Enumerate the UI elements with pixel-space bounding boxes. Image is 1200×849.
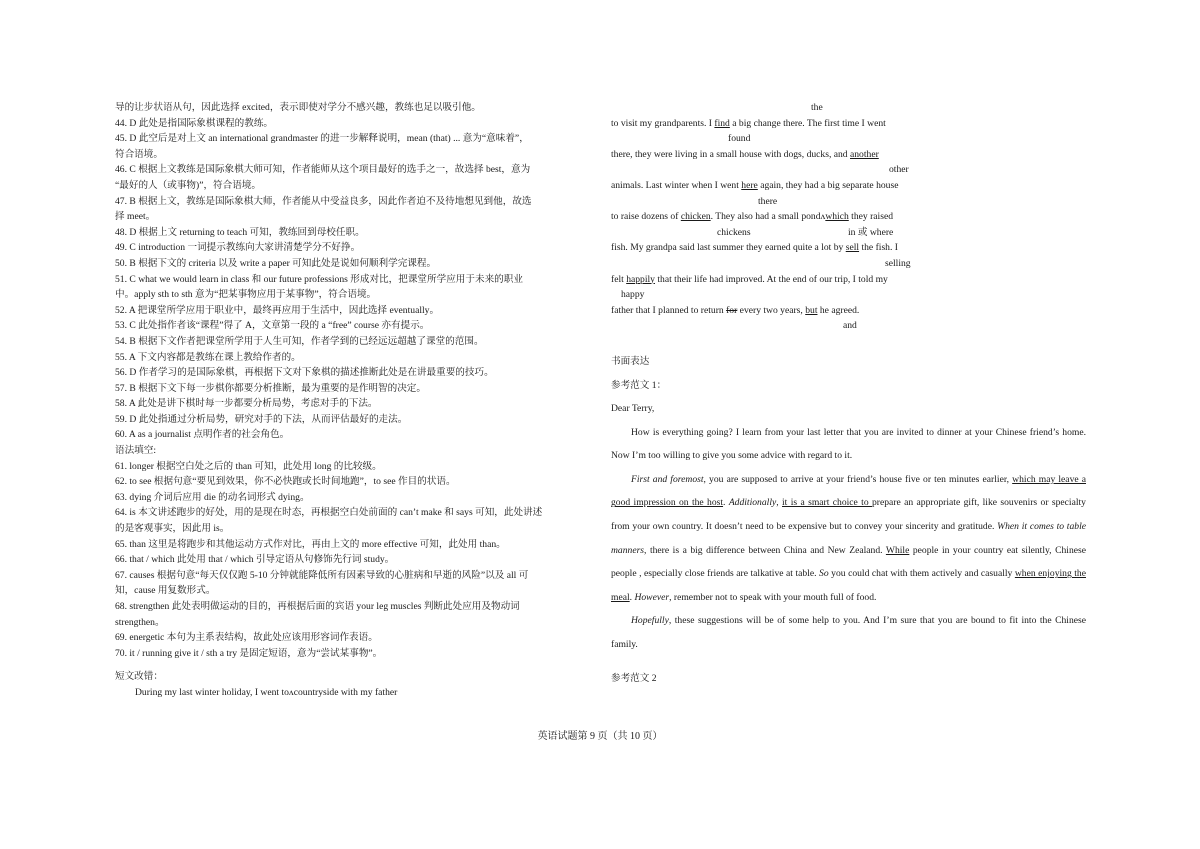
- essay-paragraph-2: First and foremost, you are supposed to arrive at your friend’s house five or ten minutes earlier, which may leave a good impression on the host. Additionally, it is a smart choice to prepare an appropriate gift, like souvenirs or specialty from your own country. It doesn’t need to be expensive but to convey your sincerity and gratitude. When it comes to table manners, there is a big difference between China and New Zealand. While people in your country eat silently, Chinese people , especially close friends are talkative at table. So you could chat with them actively and casually when enjoying the meal. However, remember not to speak with your mouth full of food.: [611, 473, 1087, 603]
- essay-paragraph-3: Hopefully, these suggestions will be of some help to you. And I’m sure that you are bound to fit into the Chinese family.: [611, 615, 1086, 651]
- correction-mark: happy: [621, 289, 645, 301]
- explanation-line: 53. C 此处指作者该“课程”得了 A，文章第一段的 a “free” course 亦有提示。: [115, 320, 430, 332]
- explanation-line: 70. it / running give it / sth a try 是固定短语，意为“尝试某事物”。: [115, 647, 383, 659]
- correction-mark: other: [889, 164, 909, 176]
- short-correction-heading: 短文改错：: [115, 671, 163, 683]
- explanation-line: 62. to see 根据句意“要见到效果，你不必快跑或长时间地跑”，to see 作目的状语。: [115, 476, 456, 488]
- left-column: [115, 100, 590, 701]
- explanation-line: 67. causes 根据句意“每天仅仅跑 5-10 分钟就能降低所有因素导致的心脏病和早逝的风险”以及 all 可: [115, 569, 529, 581]
- explanation-line: 44. D 此处是指国际象棋课程的教练。: [115, 117, 274, 129]
- explanation-line: 符合语境。: [115, 148, 163, 160]
- explanation-line: 56. D 作者学习的是国际象棋，再根据下文对下象棋的描述推断此处是在讲最重要的技巧。: [115, 367, 494, 379]
- reference-essay-2-title: 参考范文 2: [611, 672, 657, 684]
- explanation-line: 47. B 根据上文，教练是国际象棋大师，作者能从中受益良多，因此作者迫不及待地想见到他，故选: [115, 195, 532, 207]
- correction-mark: and: [843, 320, 857, 332]
- explanation-line: 63. dying 介词后应用 die 的动名词形式 dying。: [115, 491, 310, 503]
- correction-line: father that I planned to return for every two years, but he agreed.: [611, 304, 860, 316]
- explanation-line: 61. longer 根据空白处之后的 than 可知，此处用 long 的比较级。: [115, 460, 382, 472]
- explanation-line: 51. C what we would learn in class 和 our future professions 形成对比，把课堂所学应用于未来的职业: [115, 273, 523, 285]
- explanation-line: 52. A 把课堂所学应用于职业中，最终再应用于生活中，因此选择 eventually。: [115, 304, 440, 316]
- correction-line: to visit my grandparents. I find a big change there. The first time I went: [611, 117, 886, 129]
- explanation-line: 50. B 根据下文的 criteria 以及 write a paper 可知此处是说如何顺利学完课程。: [115, 257, 437, 269]
- explanation-line: “最好的人（或事物)”，符合语境。: [115, 179, 262, 191]
- explanation-line: 49. C introduction 一词提示教练向大家讲清楚学分不好挣。: [115, 242, 361, 254]
- explanation-line: 知，cause 用复数形式。: [115, 585, 216, 597]
- explanation-line: 语法填空:: [115, 445, 157, 457]
- explanation-line: strengthen。: [115, 616, 165, 628]
- correction-mark: the: [811, 102, 823, 113]
- explanation-line: 57. B 根据下文下每一步棋你都要分析推断，最为重要的是作明智的决定。: [115, 382, 426, 394]
- explanation-line: 45. D 此空后是对上文 an international grandmaster 的进一步解释说明，mean (that) ... 意为“意味着”，: [115, 133, 529, 145]
- correction-line: felt happily that their life had improved. At the end of our trip, I told my: [611, 273, 888, 285]
- page-footer: 英语试题第 9 页（共 10 页）: [537, 731, 663, 742]
- correction-line: fish. My grandpa said last summer they earned quite a lot by sell the fish. I: [611, 242, 898, 254]
- correction-mark: in 或 where: [848, 226, 894, 238]
- explanation-line: 68. strengthen 此处表明做运动的目的，再根据后面的宾语 your leg muscles 判断此处应用及物动词: [115, 601, 520, 612]
- correction-mark: chickens: [717, 226, 751, 238]
- correction-line: animals. Last winter when I went here again, they had a big separate house: [611, 179, 899, 191]
- explanation-line: 中。apply sth to sth 意为“把某事物应用于某事物”，符合语境。: [115, 289, 377, 301]
- reference-essay-1-title: 参考范文 1：: [611, 379, 667, 391]
- explanation-line: 64. is 本文讲述跑步的好处，用的是现在时态，再根据空白处前面的 can’t make 和 says 可知，此处讲述: [115, 507, 543, 519]
- correction-line: to raise dozens of chicken. They also had a small pondʌwhich they raised: [611, 211, 894, 223]
- explanation-line: 60. A as a journalist 点明作者的社会角色。: [115, 429, 290, 441]
- correction-line: there, they were living in a small house with dogs, ducks, and another: [611, 148, 879, 160]
- explanation-line: 54. B 根据下文作者把课堂所学用于人生可知，作者学到的已经远远超越了课堂的范围。: [115, 335, 484, 347]
- explanation-line: 的是客观事实，因此用 is。: [115, 523, 230, 535]
- explanation-line: 55. A 下文内容都是教练在课上教给作者的。: [115, 351, 301, 363]
- letter-greeting: Dear Terry,: [611, 403, 655, 415]
- explanation-line: 59. D 此处指通过分析局势，研究对手的下法，从而评估最好的走法。: [115, 413, 408, 425]
- answer-explanations: [115, 100, 590, 661]
- essay-paragraph-1: How is everything going? I learn from your last letter that you are invited to dinner at your Chinese friend’s home. Now I’m too willing to give you some advice with regard to it.: [611, 426, 1086, 462]
- right-column: [611, 100, 1086, 690]
- explanation-line: 48. D 根据上文 returning to teach 可知，教练回到母校任职。: [115, 226, 365, 238]
- explanation-line: 46. C 根据上文教练是国际象棋大师可知，作者能师从这个项目最好的选手之一，故选择 best，意为: [115, 164, 531, 176]
- explanation-line: 58. A 此处是讲下棋时每一步都要分析局势，考虑对手的下法。: [115, 398, 378, 410]
- explanation-line: 导的让步状语从句，因此选择 excited，表示即使对学分不感兴趣，教练也足以吸引他。: [115, 102, 481, 113]
- correction-mark: there: [758, 195, 778, 207]
- correction-mark: selling: [885, 257, 911, 269]
- writing-heading: 书面表达: [611, 355, 650, 367]
- correction-first-line: During my last winter holiday, I went toʌcountryside with my father: [135, 686, 398, 698]
- explanation-line: 65. than 这里是将跑步和其他运动方式作对比，再由上文的 more effective 可知，此处用 than。: [115, 538, 506, 550]
- explanation-line: 69. energetic 本句为主系表结构，故此处应该用形容词作表语。: [115, 632, 378, 644]
- explanation-line: 66. that / which 此处用 that / which 引导定语从句修饰先行词 study。: [115, 554, 395, 566]
- explanation-line: 择 meet。: [115, 211, 156, 223]
- short-correction-continued: [611, 100, 1086, 334]
- correction-mark: found: [728, 133, 751, 145]
